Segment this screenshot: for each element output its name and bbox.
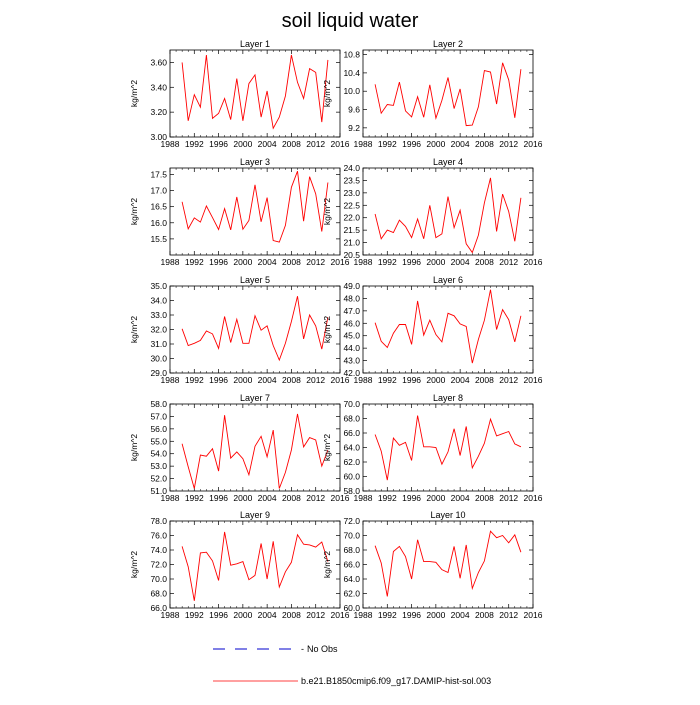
y-tick-label: 24.0 bbox=[343, 163, 360, 173]
panel-layer-6 bbox=[322, 275, 543, 385]
y-tick-label: 35.0 bbox=[150, 281, 167, 291]
x-tick-label: 2004 bbox=[450, 610, 470, 620]
x-tick-label: 1988 bbox=[160, 257, 180, 267]
series-line bbox=[182, 296, 328, 360]
x-tick-label: 2012 bbox=[306, 610, 326, 620]
series-line bbox=[182, 55, 328, 128]
y-tick-label: 60.0 bbox=[343, 603, 360, 613]
y-axis-label: kg/m^2 bbox=[322, 315, 332, 344]
x-tick-label: 2008 bbox=[474, 610, 494, 620]
y-tick-label: 60.0 bbox=[343, 471, 360, 482]
y-tick-label: 30.0 bbox=[150, 353, 167, 364]
x-tick-label: 2008 bbox=[281, 139, 301, 149]
y-tick-label: 78.0 bbox=[150, 516, 167, 526]
legend-series-label: b.e21.B1850cmip6.f09_g17.DAMIP-hist-sol.003 bbox=[301, 676, 492, 686]
plot-frame bbox=[363, 521, 533, 608]
y-tick-label: 70.0 bbox=[150, 574, 167, 584]
y-tick-label: 55.0 bbox=[150, 436, 167, 447]
y-tick-label: 15.5 bbox=[150, 233, 167, 244]
y-tick-label: 9.6 bbox=[348, 104, 360, 115]
x-tick-label: 2016 bbox=[523, 257, 543, 267]
x-tick-label: 1992 bbox=[184, 139, 204, 149]
x-tick-label: 2008 bbox=[474, 493, 494, 503]
series-line bbox=[182, 171, 328, 242]
x-tick-label: 1988 bbox=[353, 610, 373, 620]
y-tick-label: 20.5 bbox=[343, 250, 360, 260]
y-tick-label: 33.0 bbox=[150, 310, 167, 320]
y-tick-label: 54.0 bbox=[150, 448, 167, 459]
y-tick-label: 64.0 bbox=[343, 442, 360, 453]
x-tick-label: 1988 bbox=[353, 257, 373, 267]
y-tick-label: 57.0 bbox=[150, 411, 167, 422]
x-tick-label: 2012 bbox=[499, 139, 519, 149]
x-tick-label: 2008 bbox=[474, 139, 494, 149]
y-tick-label: 10.0 bbox=[343, 86, 360, 97]
x-tick-label: 2004 bbox=[450, 493, 470, 503]
y-tick-label: 72.0 bbox=[343, 516, 360, 526]
x-tick-label: 2000 bbox=[426, 610, 446, 620]
y-axis-label: kg/m^2 bbox=[129, 433, 139, 462]
series-line bbox=[375, 416, 521, 481]
plot-frame bbox=[363, 50, 533, 137]
x-tick-label: 2016 bbox=[523, 375, 543, 385]
x-tick-label: 2008 bbox=[474, 257, 494, 267]
y-tick-label: 74.0 bbox=[150, 545, 167, 555]
series-line bbox=[375, 178, 521, 253]
x-tick-label: 2000 bbox=[426, 375, 446, 385]
x-tick-label: 1992 bbox=[184, 257, 204, 267]
series-line bbox=[182, 532, 328, 601]
x-tick-label: 1996 bbox=[209, 139, 229, 149]
panel-layer-4 bbox=[322, 157, 543, 267]
x-tick-label: 1996 bbox=[402, 610, 422, 620]
x-tick-label: 2000 bbox=[426, 493, 446, 503]
x-tick-label: 2016 bbox=[330, 257, 350, 267]
plot-frame bbox=[170, 521, 340, 608]
y-tick-label: 52.0 bbox=[150, 473, 167, 484]
x-tick-label: 2000 bbox=[233, 257, 253, 267]
y-tick-label: 56.0 bbox=[150, 423, 167, 434]
x-tick-label: 2000 bbox=[233, 610, 253, 620]
x-tick-label: 1996 bbox=[209, 610, 229, 620]
panel-layer-5 bbox=[129, 275, 350, 385]
x-tick-label: 2004 bbox=[257, 493, 277, 503]
x-tick-label: 1988 bbox=[353, 493, 373, 503]
y-tick-label: 66.0 bbox=[343, 428, 360, 438]
y-axis-label: kg/m^2 bbox=[322, 197, 332, 226]
x-tick-label: 2004 bbox=[450, 139, 470, 149]
series-line bbox=[375, 531, 521, 596]
y-tick-label: 51.0 bbox=[150, 486, 167, 496]
panel-title: Layer 7 bbox=[239, 393, 271, 403]
x-tick-label: 1996 bbox=[402, 375, 422, 385]
legend bbox=[213, 644, 491, 686]
x-tick-label: 2016 bbox=[523, 139, 543, 149]
x-tick-label: 1996 bbox=[209, 257, 229, 267]
y-tick-label: 23.0 bbox=[343, 187, 360, 198]
panel-title: Layer 4 bbox=[432, 157, 464, 167]
panel-title: Layer 10 bbox=[430, 510, 466, 520]
x-tick-label: 2000 bbox=[426, 139, 446, 149]
x-tick-label: 2016 bbox=[330, 139, 350, 149]
x-tick-label: 1996 bbox=[402, 257, 422, 267]
y-tick-label: 23.5 bbox=[343, 175, 360, 186]
panel-title: Layer 9 bbox=[239, 510, 271, 520]
x-tick-label: 1996 bbox=[209, 493, 229, 503]
x-tick-label: 2012 bbox=[499, 610, 519, 620]
panel-title: Layer 3 bbox=[239, 157, 271, 167]
x-tick-label: 2016 bbox=[330, 610, 350, 620]
x-tick-label: 2000 bbox=[426, 257, 446, 267]
y-tick-label: 16.0 bbox=[150, 217, 167, 228]
y-tick-label: 45.0 bbox=[343, 330, 360, 341]
x-tick-label: 1988 bbox=[160, 375, 180, 385]
y-axis-label: kg/m^2 bbox=[129, 79, 139, 108]
y-axis-label: kg/m^2 bbox=[322, 433, 332, 462]
x-tick-label: 1996 bbox=[402, 493, 422, 503]
y-tick-label: 46.0 bbox=[343, 318, 360, 329]
y-tick-label: 9.2 bbox=[348, 122, 360, 133]
legend-no-obs-dash: - bbox=[301, 644, 304, 654]
y-tick-label: 10.8 bbox=[343, 49, 360, 60]
x-tick-label: 1988 bbox=[160, 139, 180, 149]
y-tick-label: 29.0 bbox=[150, 368, 167, 378]
x-tick-label: 2012 bbox=[499, 257, 519, 267]
x-tick-label: 1996 bbox=[209, 375, 229, 385]
y-axis-label: kg/m^2 bbox=[129, 550, 139, 579]
x-tick-label: 1988 bbox=[160, 493, 180, 503]
legend-no-obs-label: No Obs bbox=[307, 644, 338, 654]
x-tick-label: 1992 bbox=[184, 375, 204, 385]
y-tick-label: 70.0 bbox=[343, 399, 360, 409]
y-tick-label: 16.5 bbox=[150, 201, 167, 212]
y-tick-label: 64.0 bbox=[343, 574, 360, 584]
panel-layer-1 bbox=[129, 39, 350, 149]
x-tick-label: 2012 bbox=[499, 375, 519, 385]
y-tick-label: 43.0 bbox=[343, 355, 360, 366]
x-tick-label: 2008 bbox=[281, 375, 301, 385]
x-tick-label: 1992 bbox=[184, 493, 204, 503]
x-tick-label: 2016 bbox=[330, 493, 350, 503]
y-tick-label: 72.0 bbox=[150, 559, 167, 570]
x-tick-label: 1992 bbox=[377, 257, 397, 267]
x-tick-label: 1996 bbox=[402, 139, 422, 149]
x-tick-label: 2016 bbox=[330, 375, 350, 385]
x-tick-label: 2012 bbox=[306, 257, 326, 267]
x-tick-label: 2008 bbox=[474, 375, 494, 385]
y-tick-label: 58.0 bbox=[343, 486, 360, 496]
x-tick-label: 1988 bbox=[160, 610, 180, 620]
x-tick-label: 1988 bbox=[353, 139, 373, 149]
y-axis-label: kg/m^2 bbox=[129, 197, 139, 226]
y-tick-label: 70.0 bbox=[343, 530, 360, 541]
x-tick-label: 1992 bbox=[377, 493, 397, 503]
y-tick-label: 66.0 bbox=[150, 603, 167, 613]
y-tick-label: 66.0 bbox=[343, 559, 360, 570]
x-tick-label: 1992 bbox=[377, 139, 397, 149]
x-tick-label: 1992 bbox=[184, 610, 204, 620]
y-tick-label: 21.0 bbox=[343, 237, 360, 248]
panel-layer-3 bbox=[129, 157, 350, 267]
panel-title: Layer 6 bbox=[432, 275, 464, 285]
panel-title: Layer 5 bbox=[239, 275, 271, 285]
y-tick-label: 21.5 bbox=[343, 225, 360, 236]
plot-frame bbox=[363, 168, 533, 255]
x-tick-label: 2016 bbox=[523, 493, 543, 503]
x-tick-label: 2004 bbox=[257, 139, 277, 149]
series-line bbox=[182, 414, 328, 489]
y-tick-label: 44.0 bbox=[343, 343, 360, 354]
panel-layer-8 bbox=[322, 393, 543, 503]
y-tick-label: 22.5 bbox=[343, 200, 360, 211]
y-tick-label: 17.5 bbox=[150, 169, 167, 180]
x-tick-label: 1988 bbox=[353, 375, 373, 385]
y-axis-label: kg/m^2 bbox=[322, 79, 332, 108]
series-line bbox=[375, 63, 521, 126]
x-tick-label: 2004 bbox=[257, 257, 277, 267]
y-tick-label: 47.0 bbox=[343, 305, 360, 316]
y-tick-label: 62.0 bbox=[343, 588, 360, 599]
x-tick-label: 2000 bbox=[233, 139, 253, 149]
x-tick-label: 1992 bbox=[377, 375, 397, 385]
panel-title: Layer 2 bbox=[432, 39, 464, 49]
y-axis-label: kg/m^2 bbox=[129, 315, 139, 344]
y-tick-label: 48.0 bbox=[343, 293, 360, 304]
series-line bbox=[375, 290, 521, 363]
y-tick-label: 3.40 bbox=[150, 82, 167, 93]
x-tick-label: 2004 bbox=[257, 375, 277, 385]
panel-layer-7 bbox=[129, 393, 350, 503]
x-tick-label: 1992 bbox=[377, 610, 397, 620]
x-tick-label: 2012 bbox=[306, 493, 326, 503]
y-tick-label: 68.0 bbox=[343, 413, 360, 424]
y-tick-label: 62.0 bbox=[343, 457, 360, 467]
x-tick-label: 2000 bbox=[233, 375, 253, 385]
panel-title: Layer 1 bbox=[239, 39, 271, 49]
x-tick-label: 2004 bbox=[257, 610, 277, 620]
y-tick-label: 3.60 bbox=[150, 57, 167, 68]
x-tick-label: 2008 bbox=[281, 257, 301, 267]
y-tick-label: 58.0 bbox=[150, 399, 167, 409]
y-tick-label: 31.0 bbox=[150, 339, 167, 349]
y-tick-label: 17.0 bbox=[150, 185, 167, 196]
y-tick-label: 3.20 bbox=[150, 107, 167, 118]
y-tick-label: 68.0 bbox=[343, 545, 360, 555]
plot-frame bbox=[363, 286, 533, 373]
y-tick-label: 34.0 bbox=[150, 295, 167, 306]
plot-frame bbox=[363, 404, 533, 491]
y-tick-label: 42.0 bbox=[343, 368, 360, 378]
panel-layer-10 bbox=[322, 510, 543, 620]
y-tick-label: 10.4 bbox=[343, 67, 360, 78]
panel-title: Layer 8 bbox=[432, 393, 464, 403]
x-tick-label: 2008 bbox=[281, 493, 301, 503]
plot-frame bbox=[170, 50, 340, 137]
y-tick-label: 22.0 bbox=[343, 212, 360, 223]
panels bbox=[129, 39, 543, 620]
x-tick-label: 2004 bbox=[450, 257, 470, 267]
x-tick-label: 2012 bbox=[306, 375, 326, 385]
x-tick-label: 2008 bbox=[281, 610, 301, 620]
y-tick-label: 3.00 bbox=[150, 132, 167, 142]
x-tick-label: 2016 bbox=[523, 610, 543, 620]
x-tick-label: 2000 bbox=[233, 493, 253, 503]
x-tick-label: 2004 bbox=[450, 375, 470, 385]
x-tick-label: 2012 bbox=[499, 493, 519, 503]
plot-frame bbox=[170, 286, 340, 373]
y-tick-label: 76.0 bbox=[150, 530, 167, 541]
y-tick-label: 32.0 bbox=[150, 324, 167, 335]
y-tick-label: 49.0 bbox=[343, 281, 360, 291]
plot-frame bbox=[170, 168, 340, 255]
panel-layer-2 bbox=[322, 39, 543, 149]
y-tick-label: 68.0 bbox=[150, 588, 167, 599]
y-tick-label: 53.0 bbox=[150, 461, 167, 472]
x-tick-label: 2012 bbox=[306, 139, 326, 149]
y-axis-label: kg/m^2 bbox=[322, 550, 332, 579]
figure-title: soil liquid water bbox=[281, 10, 419, 32]
panel-layer-9 bbox=[129, 510, 350, 620]
